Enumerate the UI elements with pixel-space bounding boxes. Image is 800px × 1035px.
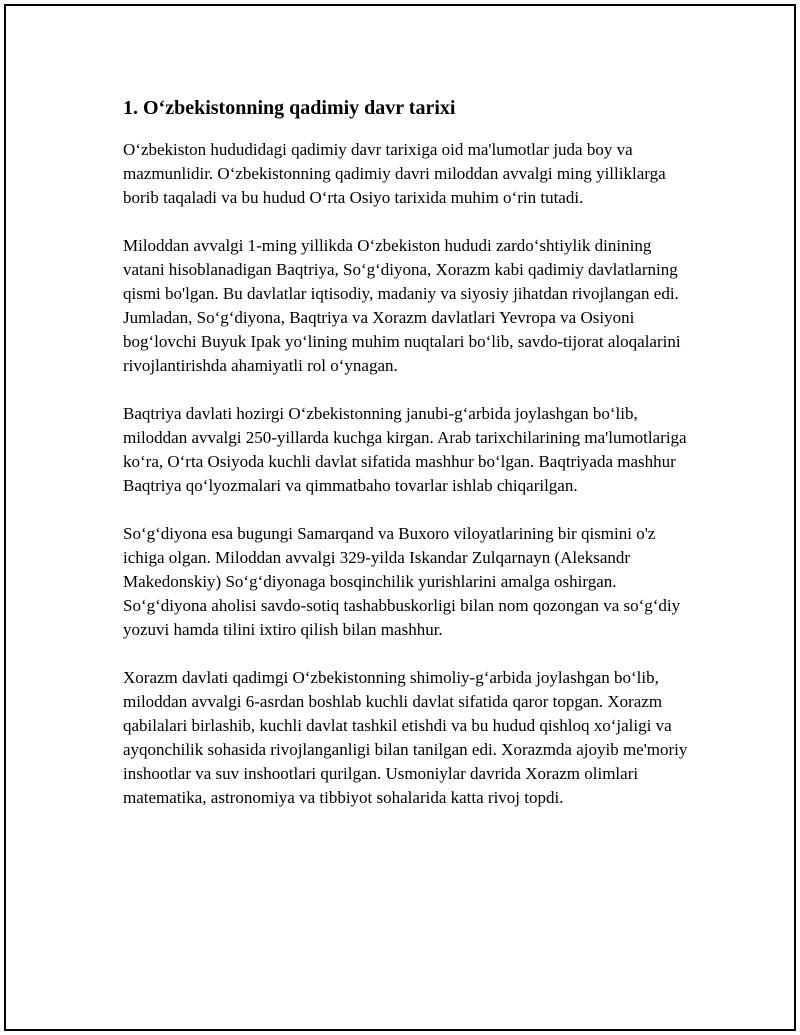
page-content [123, 94, 693, 834]
paragraph-baqtriya: Baqtriya davlati hozirgi O‘zbekistonning janubi-g‘arbida joylashgan bo‘lib, miloddan avvalgi 250-yillarda kuchga kirgan. Arab tarixchilarining ma'lumotlariga ko‘ra, O‘rta Osiyoda kuchli davlat sifatida mashhur bo‘lgan. Baqtriyada mashhur Baqtriya qo‘lyozmalari va qimmatbaho tovarlar ishlab chiqarilgan. [123, 404, 687, 495]
paragraph-intro: O‘zbekiston hududidagi qadimiy davr tarixiga oid ma'lumotlar juda boy va mazmunlidir. O‘zbekistonning qadimiy davri miloddan avvalgi ming yilliklarga borib taqaladi va bu hudud O‘rta Osiyo tarixida muhim o‘rin tutadi. [123, 140, 666, 207]
paragraph-ancient-states: Miloddan avvalgi 1-ming yillikda O‘zbekiston hududi zardo‘shtiylik dinining vatani hisoblanadigan Baqtriya, So‘g‘diyona, Xorazm kabi qadimiy davlatlarning qismi bo'lgan. Bu davlatlar iqtisodiy, madaniy va siyosiy jihatdan rivojlangan edi. Jumladan, So‘g‘diyona, Baqtriya va Xorazm davlatlari Yevropa va Osiyoni bog‘lovchi Buyuk Ipak yo‘lining muhim nuqtalari bo‘lib, savdo-tijorat aloqalarini rivojlantirishda ahamiyatli rol o‘ynagan. [123, 236, 681, 375]
paragraph-khorezm: Xorazm davlati qadimgi O‘zbekistonning shimoliy-g‘arbida joylashgan bo‘lib, miloddan avvalgi 6-asrdan boshlab kuchli davlat sifatida qaror topgan. Xorazm qabilalari birlashib, kuchli davlat tashkil etishdi va bu hudud qishloq xo‘jaligi va ayqonchilik sohasida rivojlanganligi bilan tanilgan edi. Xorazmda ajoyib me'moriy inshootlar va suv inshootlari qurilgan. Usmoniylar davrida Xorazm olimlari matematika, astronomiya va tibbiyot sohalarida katta rivoj topdi. [123, 668, 688, 807]
page-title: 1. O‘zbekistonning qadimiy davr tarixi [123, 97, 456, 119]
page-frame [4, 4, 796, 1031]
paragraph-sogdiana: So‘g‘diyona esa bugungi Samarqand va Buxoro viloyatlarining bir qismini o'z ichiga olgan. Miloddan avvalgi 329-yilda Iskandar Zulqarnayn (Aleksandr Makedonskiy) So‘g‘diyonaga bosqinchilik yurishlarini amalga oshirgan. So‘g‘diyona aholisi savdo-sotiq tashabbuskorligi bilan nom qozongan va so‘g‘diy yozuvi hamda tilini ixtiro qilish bilan mashhur. [123, 524, 681, 639]
